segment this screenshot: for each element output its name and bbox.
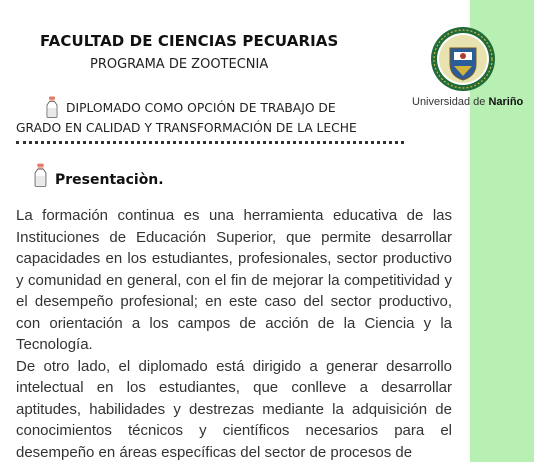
university-seal-logo xyxy=(430,26,496,92)
diploma-title-line2: GRADO EN CALIDAD Y TRANSFORMACIÓN DE LA LECHE xyxy=(16,121,357,135)
faculty-title: FACULTAD DE CIENCIAS PECUARIAS xyxy=(40,32,338,50)
university-name-regular: Universidad de xyxy=(412,96,485,108)
body-text xyxy=(16,205,452,463)
university-name xyxy=(412,96,523,108)
diploma-title-line1: DIPLOMADO COMO OPCIÓN DE TRABAJO DE xyxy=(66,101,336,115)
university-name-bold: Nariño xyxy=(488,96,523,108)
milk-bottle-icon xyxy=(34,162,47,188)
paragraph-1: La formación continua es una herramienta educativa de las Instituciones de Educación Superior, que permite desarrollar capacidades en los estudiantes, profesionales, sector productivo y comunidad en general, con el fin de mejorar la competitividad y el desempeño profesional; en este caso del sector productivo, con orientación a los campos de acción de la Ciencia y la Tecnología. xyxy=(16,205,452,356)
milk-bottle-icon xyxy=(46,96,58,118)
section-title: Presentaciòn. xyxy=(55,172,164,188)
dotted-divider xyxy=(16,141,404,144)
paragraph-2: De otro lado, el diplomado está dirigido a generar desarrollo intelectual en los estudiantes, que conlleve a desarrollar aptitudes, habilidades y destrezas mediante la adquisición de conocimientos técnicos y científicos necesarios para el desempeño en áreas específicas del sector de procesos de xyxy=(16,356,452,463)
program-subtitle: PROGRAMA DE ZOOTECNIA xyxy=(90,57,268,72)
